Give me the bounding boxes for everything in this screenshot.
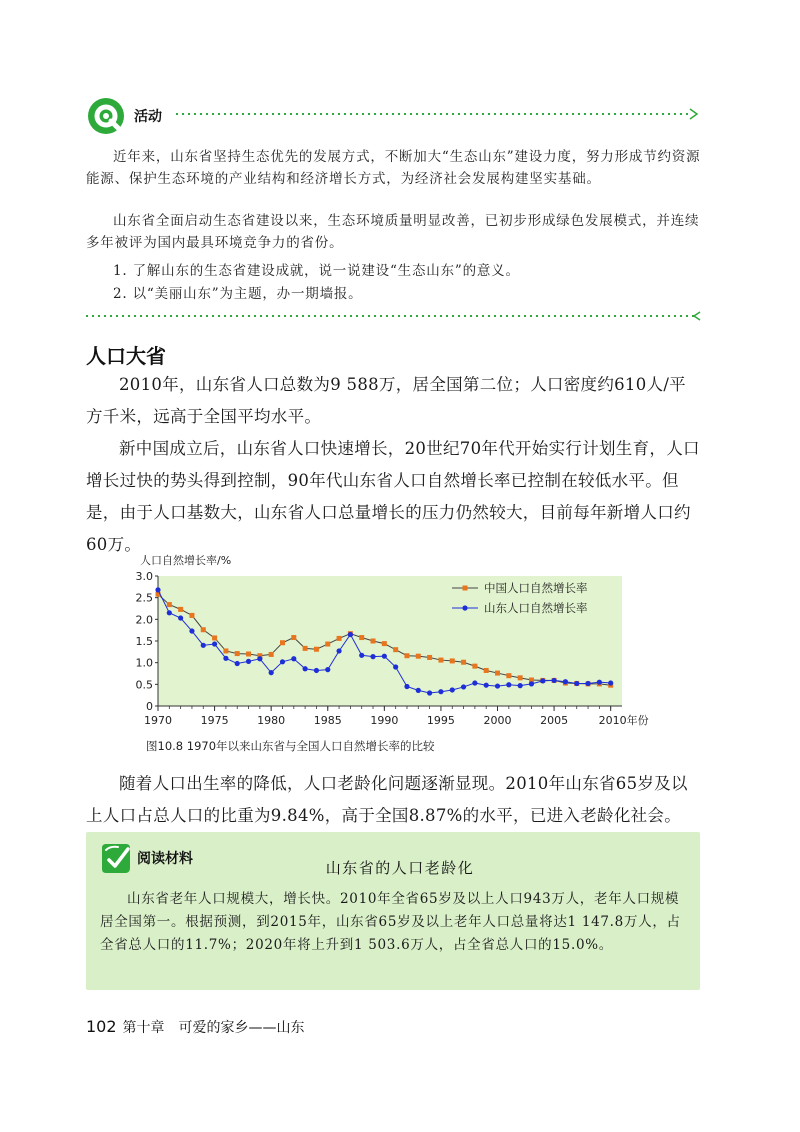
x-tick-label: 2005 bbox=[540, 714, 569, 727]
shandong-data-point bbox=[450, 687, 455, 692]
shandong-data-point bbox=[438, 689, 443, 694]
shandong-data-point bbox=[382, 654, 387, 659]
shandong-data-point bbox=[370, 654, 375, 659]
y-tick-label: 1.5 bbox=[135, 635, 153, 648]
china-data-point bbox=[325, 642, 330, 647]
chart-plot-area bbox=[158, 576, 622, 706]
section-title: 人口大省 bbox=[86, 344, 166, 368]
activity-paragraph: 近年来，山东省坚持生态优先的发展方式，不断加大“生态山东”建设力度，努力形成节约资源能源、保护生态环境的产业结构和经济增长方式，为经济社会发展构建坚实基础。 bbox=[86, 149, 701, 187]
shandong-data-point bbox=[472, 680, 477, 685]
y-tick-label: 1.0 bbox=[135, 656, 153, 670]
body-paragraph: 2010年，山东省人口总数为9 588万，居全国第二位；人口密度约610人/平方千米，远高于全国平均水平。 bbox=[86, 375, 686, 426]
china-data-point bbox=[189, 613, 194, 618]
china-data-point bbox=[223, 648, 228, 653]
china-data-point bbox=[416, 654, 421, 659]
x-tick-label: 2000 bbox=[483, 714, 512, 727]
china-data-point bbox=[201, 627, 206, 632]
chapter-title: 第十章 可爱的家乡——山东 bbox=[122, 1020, 305, 1036]
china-data-point bbox=[291, 635, 296, 640]
activity-title: 活动 bbox=[134, 109, 162, 125]
shandong-data-point bbox=[257, 656, 262, 661]
page-footer bbox=[86, 1017, 305, 1037]
china-data-point bbox=[359, 635, 364, 640]
chart-y-axis-label: 人口自然增长率/% bbox=[140, 554, 232, 567]
x-tick-label: 1990 bbox=[370, 714, 399, 727]
china-data-point bbox=[450, 658, 455, 663]
shandong-data-point bbox=[291, 656, 296, 661]
shandong-data-point bbox=[551, 678, 556, 683]
shandong-data-point bbox=[404, 684, 409, 689]
legend-label: 中国人口自然增长率 bbox=[484, 581, 588, 595]
china-data-point bbox=[178, 607, 183, 612]
china-data-point bbox=[518, 675, 523, 680]
china-data-point bbox=[506, 673, 511, 678]
shandong-data-point bbox=[518, 683, 523, 688]
y-tick-label: 0.5 bbox=[135, 678, 153, 692]
y-tick-label: 3.0 bbox=[135, 570, 153, 583]
shandong-data-point bbox=[269, 670, 274, 675]
shandong-data-point bbox=[223, 656, 228, 661]
shandong-data-point bbox=[303, 666, 308, 671]
china-data-point bbox=[246, 652, 251, 657]
x-tick-label: 1975 bbox=[200, 714, 229, 727]
x-tick-label: 2010年份 bbox=[598, 714, 649, 727]
reading-label: 阅读材料 bbox=[137, 851, 193, 867]
page-number: 102 bbox=[86, 1017, 117, 1036]
activity-item: 2. 以“美丽山东”为主题，办一期墙报。 bbox=[113, 286, 363, 302]
x-tick-label: 1980 bbox=[257, 714, 286, 727]
x-tick-label: 1985 bbox=[313, 714, 342, 727]
population-growth-chart bbox=[130, 566, 650, 736]
china-data-point bbox=[484, 668, 489, 673]
china-data-point bbox=[371, 639, 376, 644]
china-data-point bbox=[235, 651, 240, 656]
shandong-data-point bbox=[416, 688, 421, 693]
shandong-data-point bbox=[167, 610, 172, 615]
shandong-data-point bbox=[314, 668, 319, 673]
body-paragraph: 随着人口出生率的降低，人口老龄化问题逐渐显现。2010年山东省65岁及以上人口占总人口的比重为9.84%，高于全国8.87%的水平，已进入老龄化社会。 bbox=[86, 774, 688, 825]
shandong-data-point bbox=[280, 659, 285, 664]
body-paragraph: 新中国成立后，山东省人口快速增长，20世纪70年代开始实行计划生育，人口增长过快的势头得到控制，90年代山东省人口自然增长率已控制在较低水平。但是，由于人口基数大，山东省人口总量增长的压力仍然较大，目前每年新增人口约60万。 bbox=[86, 439, 700, 554]
shandong-data-point bbox=[427, 690, 432, 695]
china-data-point bbox=[495, 671, 500, 676]
activity-bottom-divider bbox=[86, 310, 702, 322]
shandong-data-point bbox=[359, 653, 364, 658]
china-data-point bbox=[280, 640, 285, 645]
shandong-data-point bbox=[155, 587, 160, 592]
shandong-data-point bbox=[540, 678, 545, 683]
shandong-data-point bbox=[212, 641, 217, 646]
figure-caption: 图10.8 1970年以来山东省与全国人口自然增长率的比较 bbox=[146, 739, 435, 753]
activity-icon bbox=[86, 96, 126, 136]
china-data-point bbox=[472, 664, 477, 669]
x-tick-label: 1995 bbox=[426, 714, 455, 727]
china-data-point bbox=[404, 653, 409, 658]
reading-text: 山东省老年人口规模大，增长快。2010年全省65岁及以上人口943万人，老年人口规模居全国第一。根据预测，到2015年，山东省65岁及以上老年人口总量将达1 147.8万人，占全省总人口的11.7%；2020年将上升到1 503.6万人，占全省总人口的15.0%。 bbox=[100, 891, 681, 953]
shandong-data-point bbox=[393, 664, 398, 669]
y-tick-label: 0 bbox=[146, 700, 153, 713]
activity-item: 1. 了解山东的生态省建设成就，说一说建设“生态山东”的意义。 bbox=[113, 263, 520, 279]
shandong-data-point bbox=[484, 683, 489, 688]
china-data-point bbox=[212, 635, 217, 640]
y-tick-label: 2.5 bbox=[135, 591, 153, 605]
shandong-data-point bbox=[325, 667, 330, 672]
shandong-data-point bbox=[574, 681, 579, 686]
shandong-data-point bbox=[608, 680, 613, 685]
activity-paragraph: 山东省全面启动生态省建设以来，生态环境质量明显改善，已初步形成绿色发展模式，并连续多年被评为国内最具环境竞争力的省份。 bbox=[86, 213, 700, 251]
legend-marker bbox=[463, 586, 468, 591]
shandong-data-point bbox=[585, 681, 590, 686]
china-data-point bbox=[461, 660, 466, 665]
china-data-point bbox=[427, 655, 432, 660]
china-data-point bbox=[314, 647, 319, 652]
china-data-point bbox=[393, 647, 398, 652]
shandong-data-point bbox=[529, 681, 534, 686]
legend-label: 山东人口自然增长率 bbox=[484, 601, 588, 615]
shandong-data-point bbox=[189, 628, 194, 633]
china-data-point bbox=[167, 602, 172, 607]
china-data-point bbox=[382, 641, 387, 646]
shandong-data-point bbox=[495, 683, 500, 688]
shandong-data-point bbox=[246, 659, 251, 664]
shandong-data-point bbox=[336, 648, 341, 653]
shandong-data-point bbox=[597, 680, 602, 685]
shandong-data-point bbox=[461, 684, 466, 689]
activity-divider bbox=[176, 106, 700, 122]
shandong-data-point bbox=[201, 643, 206, 648]
shandong-data-point bbox=[506, 682, 511, 687]
china-data-point bbox=[269, 652, 274, 657]
shandong-data-point bbox=[348, 632, 353, 637]
legend-marker bbox=[462, 605, 467, 610]
shandong-data-point bbox=[235, 661, 240, 666]
y-tick-label: 2.0 bbox=[135, 613, 153, 627]
china-data-point bbox=[303, 646, 308, 651]
china-data-point bbox=[337, 636, 342, 641]
shandong-data-point bbox=[563, 679, 568, 684]
china-data-point bbox=[438, 658, 443, 663]
reading-title: 山东省的人口老龄化 bbox=[325, 859, 475, 877]
shandong-data-point bbox=[178, 615, 183, 620]
x-tick-label: 1970 bbox=[144, 714, 172, 727]
